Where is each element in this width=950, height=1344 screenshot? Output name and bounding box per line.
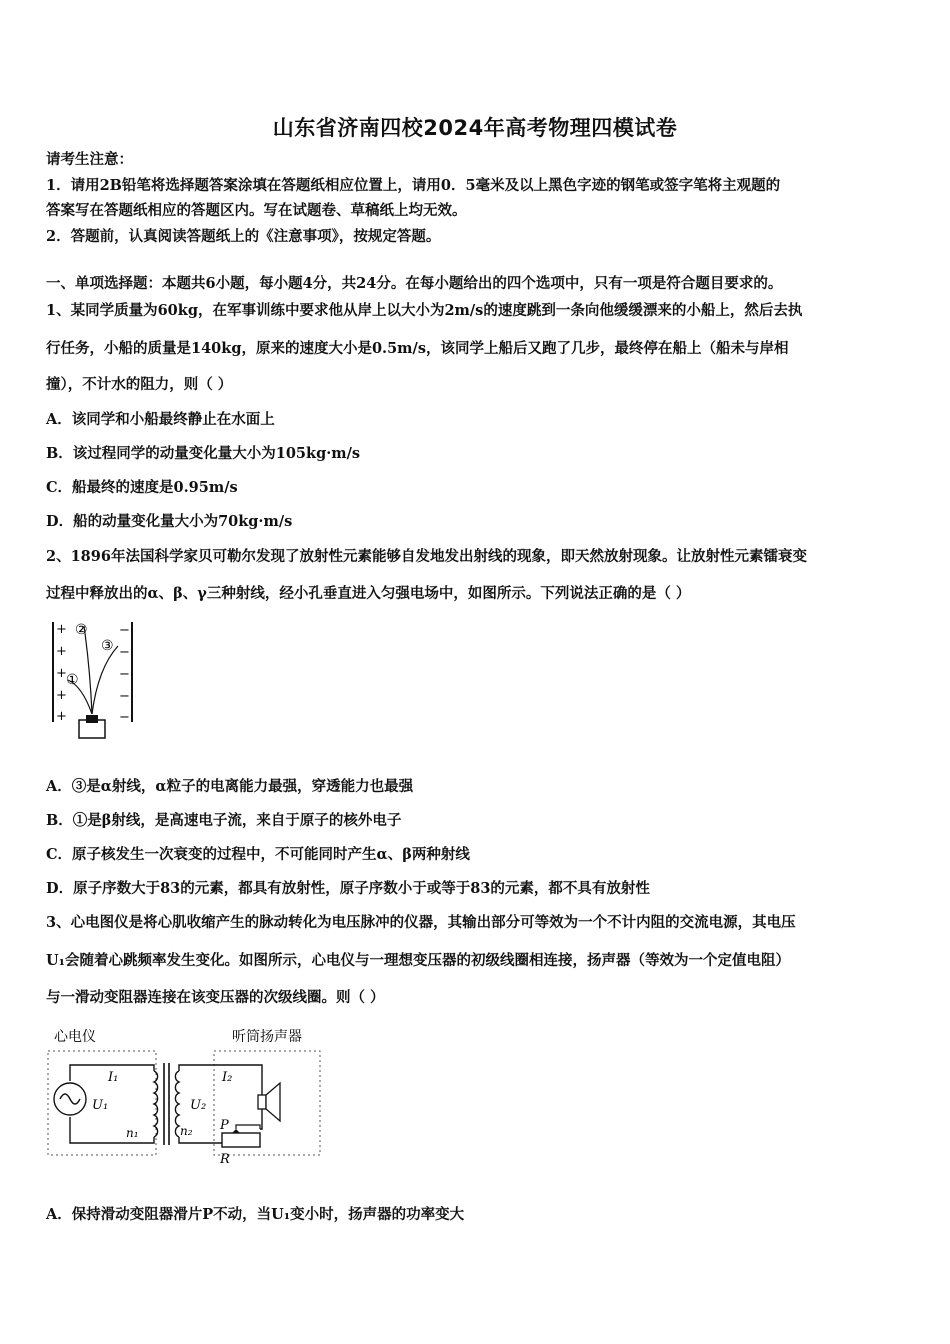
secondary-wire-top [179,1065,262,1089]
section-heading: 一、单项选择题：本题共6小题，每小题4分，共24分。在每小题给出的四个选项中，只有一项是符合题目要求的。 [46,275,783,292]
ecg-transformer-figure [44,1025,324,1165]
q2-stem-line-2: 过程中释放出的α、β、γ三种射线，经小孔垂直进入匀强电场中，如图所示。下列说法正确的是（ ） [46,585,691,602]
voltage-u2-label: U₂ [190,1098,207,1113]
q2-option-d: D．原子序数大于83的元素，都具有放射性，原子序数小于或等于83的元素，都不具有放射性 [46,880,650,897]
q1-stem-line-2: 行任务，小船的质量是140kg，原来的速度大小是0.5m/s，该同学上船后又跑了几步，最终停在船上（船未与岸相 [46,340,789,357]
voltage-u1-label: U₁ [92,1098,109,1113]
current-i2-label: I₂ [222,1070,233,1085]
ecg-label: 心电仪 [54,1029,96,1045]
plus-sign: + [56,644,67,659]
radiation-diagram [46,618,146,742]
q1-option-b: B．该过程同学的动量变化量大小为105kg·m/s [46,445,361,462]
notice-heading: 请考生注意： [46,151,133,168]
q1-stem-line-1: 1、某同学质量为60kg，在军事训练中要求他从岸上以大小为2m/s的速度跳到一条向他缓缓漂来的小船上，然后去执 [46,302,803,319]
q2-option-b: B．①是β射线，是高速电子流，来自于原子的核外电子 [46,812,402,829]
source-sample [86,715,98,723]
minus-sign: − [119,667,130,682]
notice-item-1-line-1: 1．请用2B铅笔将选择题答案涂填在答题纸相应位置上，请用0．5毫米及以上黑色字迹的钢笔或签字笔将主观题的 [46,177,781,194]
primary-wire-bottom [70,1117,154,1143]
ray-label-3: ③ [101,638,114,654]
q3-option-a: A．保持滑动变阻器滑片P不动，当U₁变小时，扬声器的功率变大 [46,1206,465,1223]
ray-2-path [84,626,92,714]
minus-sign: − [119,689,130,704]
speaker-cone-icon [266,1083,280,1121]
q3-stem-line-3: 与一滑动变阻器连接在该变压器的次级线圈。则（ ） [46,989,385,1006]
ray-label-2: ② [75,622,88,638]
q2-stem-line-1: 2、1896年法国科学家贝可勒尔发现了放射性元素能够自发地发出射线的现象，即天然放射现象。让放射性元素镭衰变 [46,548,807,565]
minus-sign: − [119,623,130,638]
slider-wire [236,1125,260,1129]
q1-option-d: D．船的动量变化量大小为70kg·m/s [46,513,293,530]
resistor-r-label: R [220,1152,230,1165]
q1-option-c: C．船最终的速度是0.95m/s [46,479,238,496]
circuit-diagram [44,1025,324,1165]
page-title: 山东省济南四校2024年高考物理四模试卷 [272,116,678,140]
q1-stem-line-3: 撞），不计水的阻力，则（ ） [46,376,233,393]
q3-stem-line-2: U₁会随着心跳频率发生变化。如图所示，心电仪与一理想变压器的初级线圈相连接，扬声器（等效为一个定值电阻） [46,952,790,969]
plus-sign: + [56,666,67,681]
q2-option-a: A．③是α射线，α粒子的电离能力最强，穿透能力也最强 [46,778,414,795]
rheostat-body [222,1133,260,1147]
plus-sign: + [56,709,67,724]
speaker-body [258,1095,266,1109]
notice-item-1-line-2: 答案写在答题纸相应的答题区内。写在试题卷、草稿纸上均无效。 [46,202,467,219]
slider-p-label: P [220,1118,229,1133]
minus-sign: − [119,710,130,725]
minus-sign: − [119,645,130,660]
q1-option-a: A．该同学和小船最终静止在水面上 [46,411,275,428]
slider-arrow-icon [232,1129,240,1133]
radiation-figure [46,618,146,742]
secondary-coil [175,1071,179,1137]
plus-sign: + [56,622,67,637]
current-i1-label: I₁ [108,1070,119,1085]
notice-item-2: 2．答题前，认真阅读答题纸上的《注意事项》，按规定答题。 [46,228,441,245]
plus-sign: + [56,688,67,703]
ray-3-path [92,646,118,714]
turns-n2-label: n₂ [180,1124,193,1138]
speaker-label: 听筒扬声器 [232,1029,302,1045]
q3-stem-line-1: 3、心电图仪是将心肌收缩产生的脉动转化为电压脉冲的仪器，其输出部分可等效为一个不计内阻的交流电源，其电压 [46,914,796,931]
q2-option-c: C．原子核发生一次衰变的过程中，不可能同时产生α、β两种射线 [46,846,470,863]
turns-n1-label: n₁ [126,1126,139,1140]
ray-label-1: ① [66,672,79,688]
